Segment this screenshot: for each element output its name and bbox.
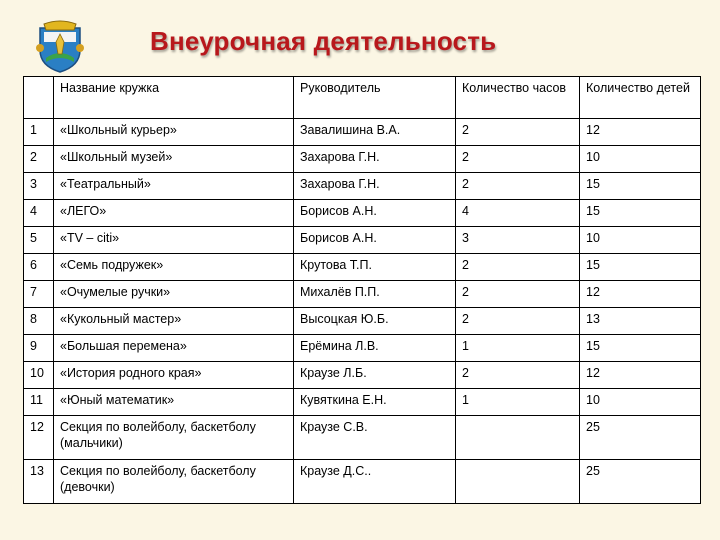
club-name: «История родного края» [54,362,294,389]
leader-name: Краузе С.В. [294,416,456,460]
children-count: 25 [580,416,701,460]
hours-count: 4 [456,200,580,227]
club-name: «Юный математик» [54,389,294,416]
header-hours: Количество часов [456,77,580,119]
club-name: «ЛЕГО» [54,200,294,227]
hours-count: 1 [456,335,580,362]
hours-count: 3 [456,227,580,254]
leader-name: Михалёв П.П. [294,281,456,308]
club-name: «Школьный курьер» [54,119,294,146]
row-number: 8 [24,308,54,335]
table-row [24,254,701,281]
club-name: «Театральный» [54,173,294,200]
table-row [24,460,701,504]
children-count: 15 [580,335,701,362]
hours-count: 2 [456,173,580,200]
row-number: 6 [24,254,54,281]
children-count: 10 [580,227,701,254]
club-name: «Большая перемена» [54,335,294,362]
children-count: 10 [580,146,701,173]
row-number: 2 [24,146,54,173]
row-number: 10 [24,362,54,389]
table-row [24,281,701,308]
row-number: 1 [24,119,54,146]
row-number: 5 [24,227,54,254]
children-count: 12 [580,119,701,146]
table-row [24,146,701,173]
header-leader: Руководитель [294,77,456,119]
leader-name: Завалишина В.А. [294,119,456,146]
page-title: Внеурочная деятельность [150,26,497,56]
children-count: 15 [580,200,701,227]
club-name: «TV – citi» [54,227,294,254]
header-club-name: Название кружка [54,77,294,119]
leader-name: Высоцкая Ю.Б. [294,308,456,335]
table-row [24,416,701,460]
club-name: «Очумелые ручки» [54,281,294,308]
row-number: 3 [24,173,54,200]
club-name: «Семь подружек» [54,254,294,281]
leader-name: Захарова Г.Н. [294,146,456,173]
leader-name: Ерёмина Л.В. [294,335,456,362]
row-number: 11 [24,389,54,416]
hours-count: 2 [456,146,580,173]
children-count: 12 [580,362,701,389]
city-coat-of-arms-icon [34,18,86,74]
table-row [24,308,701,335]
hours-count: 2 [456,281,580,308]
row-number: 9 [24,335,54,362]
table-row [24,173,701,200]
children-count: 15 [580,173,701,200]
hours-count: 2 [456,362,580,389]
table-row [24,119,701,146]
leader-name: Борисов А.Н. [294,200,456,227]
header-number [24,77,54,119]
children-count: 15 [580,254,701,281]
children-count: 13 [580,308,701,335]
table-row [24,389,701,416]
club-name: «Кукольный мастер» [54,308,294,335]
table-header-row [24,77,701,119]
hours-count [456,416,580,460]
row-number: 7 [24,281,54,308]
hours-count: 2 [456,254,580,281]
table-row [24,200,701,227]
leader-name: Краузе Л.Б. [294,362,456,389]
children-count: 12 [580,281,701,308]
table-row [24,335,701,362]
club-name: Секция по волейболу, баскетболу (мальчики) [54,416,294,460]
header-children: Количество детей [580,77,701,119]
row-number: 4 [24,200,54,227]
row-number: 12 [24,416,54,460]
leader-name: Краузе Д.С.. [294,460,456,504]
hours-count: 2 [456,308,580,335]
club-name: «Школьный музей» [54,146,294,173]
activities-table [23,76,701,504]
leader-name: Кувяткина Е.Н. [294,389,456,416]
table-row [24,227,701,254]
hours-count: 2 [456,119,580,146]
hours-count: 1 [456,389,580,416]
club-name: Секция по волейболу, баскетболу (девочки) [54,460,294,504]
leader-name: Борисов А.Н. [294,227,456,254]
children-count: 25 [580,460,701,504]
row-number: 13 [24,460,54,504]
table-row [24,362,701,389]
children-count: 10 [580,389,701,416]
leader-name: Захарова Г.Н. [294,173,456,200]
hours-count [456,460,580,504]
leader-name: Крутова Т.П. [294,254,456,281]
